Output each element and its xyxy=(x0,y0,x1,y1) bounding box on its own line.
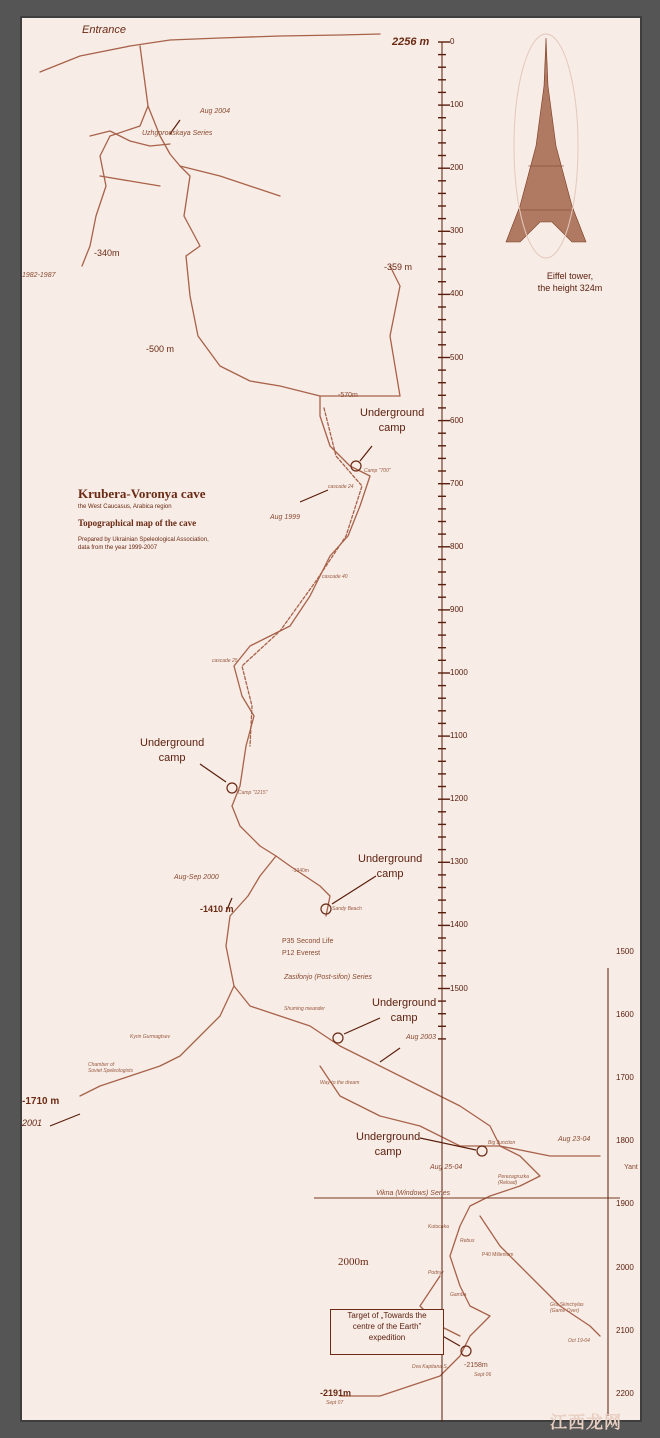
kyrin-label: Kyrin Gurmagtsev xyxy=(130,1034,171,1040)
depth-tick-label: 700 xyxy=(450,478,464,488)
dva-kapitana-label: Dva Kapitana S. xyxy=(412,1364,449,1370)
everest-label: P12 Everest xyxy=(282,950,321,957)
depth-2191-label: -2191m xyxy=(320,1388,352,1398)
year-1982-label: 1982-1987 xyxy=(22,272,56,279)
augsep2000-label: Aug-Sep 2000 xyxy=(174,874,219,881)
depth-1710-label: -1710 m xyxy=(22,1096,60,1107)
depth-tick-label: 900 xyxy=(450,604,464,614)
depth-tick-label: 400 xyxy=(450,289,464,299)
depth-359-label: -359 m xyxy=(384,262,413,272)
depth-570-label: -570m xyxy=(338,392,358,399)
depth-340-label: -340m xyxy=(94,248,120,258)
aug1999-label: Aug 1999 xyxy=(270,514,300,521)
camp-1640-marker xyxy=(333,1033,343,1043)
camp-1400-marker xyxy=(321,904,331,914)
camp-1215-name: Camp "1215" xyxy=(238,790,268,796)
depth-tick-label-right: 1500 xyxy=(616,947,634,956)
entrance-label: Entrance xyxy=(82,24,127,36)
depth-tick-label-right: 2100 xyxy=(616,1325,634,1335)
aug2004-label: Aug 2004 xyxy=(200,108,230,115)
depth-tick-label: 200 xyxy=(450,163,464,173)
depth-tick-label-right: 1900 xyxy=(616,1199,634,1209)
prepared-by: Prepared by Ukrainian Speleological Association, data from the year 1999-2007 xyxy=(78,537,209,551)
cave-title: Krubera-Voronya cave xyxy=(78,486,206,501)
depth-tick-label-right: 1700 xyxy=(616,1073,634,1083)
cascade24-label: cascade 24 xyxy=(328,484,354,490)
depth-tick-label: 1300 xyxy=(450,857,468,867)
underground-camp-1640-label: Underground camp xyxy=(372,997,437,1024)
underground-camp-1800-label: Underground camp xyxy=(356,1131,421,1158)
camp-1800-marker xyxy=(477,1146,487,1156)
oct1904-label: Oct 19-04 xyxy=(568,1338,590,1344)
depth-2000-label: 2000m xyxy=(338,1256,369,1268)
watermark: 江西龙网 xyxy=(550,1413,622,1432)
camp-700-name: Camp "700" xyxy=(364,468,391,474)
zasifonjo-label: Zasifonjo (Post-sifon) Series xyxy=(284,974,372,981)
depth-1340-label: -1340m xyxy=(292,868,309,874)
depth-tick-label: 1000 xyxy=(450,668,468,677)
depth-tick-label: 800 xyxy=(450,541,464,551)
vikna-label: Vikna (Windows) Series xyxy=(376,1190,451,1197)
map-paper xyxy=(20,16,642,1432)
depth-tick-label-right: 1600 xyxy=(616,1010,634,1020)
eiffel-caption: Eiffel tower, the height 324m xyxy=(537,271,603,293)
gamba-label: Gamba xyxy=(450,1292,467,1298)
year-2001-label: 2001 xyxy=(22,1118,43,1128)
cascade25-label: cascade 25 xyxy=(212,658,238,664)
millenium-label: P40 Millenium xyxy=(482,1252,514,1258)
depth-tick-label: 1100 xyxy=(450,731,468,741)
sandy-beach-label: Sandy Beach xyxy=(332,906,362,912)
eiffel-tower-drawing xyxy=(506,38,586,242)
kutochka-label: Kutochka xyxy=(428,1224,449,1230)
depth-tick-label: 1500 xyxy=(450,983,468,993)
game-over-label: Gra Skinchylas (Game Over) xyxy=(550,1302,584,1314)
perezagruzka-label: Perezagruzka (Reload) xyxy=(498,1174,529,1186)
cave-passage-upper xyxy=(82,46,148,266)
aug2304-label: Aug 23-04 xyxy=(558,1136,591,1143)
surface-line xyxy=(40,34,380,72)
depth-tick-label: 100 xyxy=(450,100,464,110)
depth-top-label: 2256 m xyxy=(392,36,430,48)
depth-tick-label-right: 2000 xyxy=(616,1262,634,1272)
podnyr-label: Podnyr xyxy=(428,1270,444,1276)
depth-tick-label: 1400 xyxy=(450,920,468,930)
sept06-label: Sept 06 xyxy=(474,1372,492,1378)
uzhgorod-label: Uzhgorodskaya Series xyxy=(142,130,213,137)
depth-tick-label: 0 xyxy=(450,37,455,46)
big-junction-label: Big Junction xyxy=(488,1140,516,1146)
way-to-dream-label: Way to the dream xyxy=(320,1080,360,1086)
depth-tick-label-right: 2200 xyxy=(616,1388,634,1398)
depth-500-label: -500 m xyxy=(146,344,175,354)
chamber-label: Chamber of Soviet Speleologists xyxy=(88,1062,134,1074)
second-life-label: P35 Second Life xyxy=(282,938,334,945)
depth-1410-label: -1410 m xyxy=(200,904,234,914)
map-type: Topographical map of the cave xyxy=(78,518,197,528)
rebus-label: Rebus xyxy=(460,1238,475,1244)
sept07-label: Sept 07 xyxy=(326,1400,344,1406)
camp-1215-marker xyxy=(227,783,237,793)
depth-tick-label: 600 xyxy=(450,415,464,425)
map-title-block xyxy=(78,486,288,552)
cave-map-drawing xyxy=(20,16,642,1422)
depth-tick-label-right: 1800 xyxy=(616,1136,634,1146)
underground-camp-1215-label: Underground camp xyxy=(140,737,205,764)
depth-tick-label: 500 xyxy=(450,352,464,362)
cave-subtitle: the West Caucasus, Arabica region xyxy=(78,504,172,510)
cascade40-label: cascade 40 xyxy=(322,574,348,580)
aug2003-label: Aug 2003 xyxy=(406,1034,436,1041)
underground-camp-700-label: Underground camp xyxy=(360,407,425,434)
yant-label: Yant xyxy=(624,1164,638,1171)
aug2504-label: Aug 25-04 xyxy=(430,1164,463,1171)
depth-2158-label: -2158m xyxy=(464,1362,488,1369)
shuming-label: Shuming meander xyxy=(284,1006,325,1012)
target-box: Target of „Towards the centre of the Earth” expedition xyxy=(330,1309,444,1355)
depth-tick-label: 1200 xyxy=(450,794,468,804)
depth-tick-label: 300 xyxy=(450,226,464,236)
underground-camp-1400-label: Underground camp xyxy=(358,853,423,880)
